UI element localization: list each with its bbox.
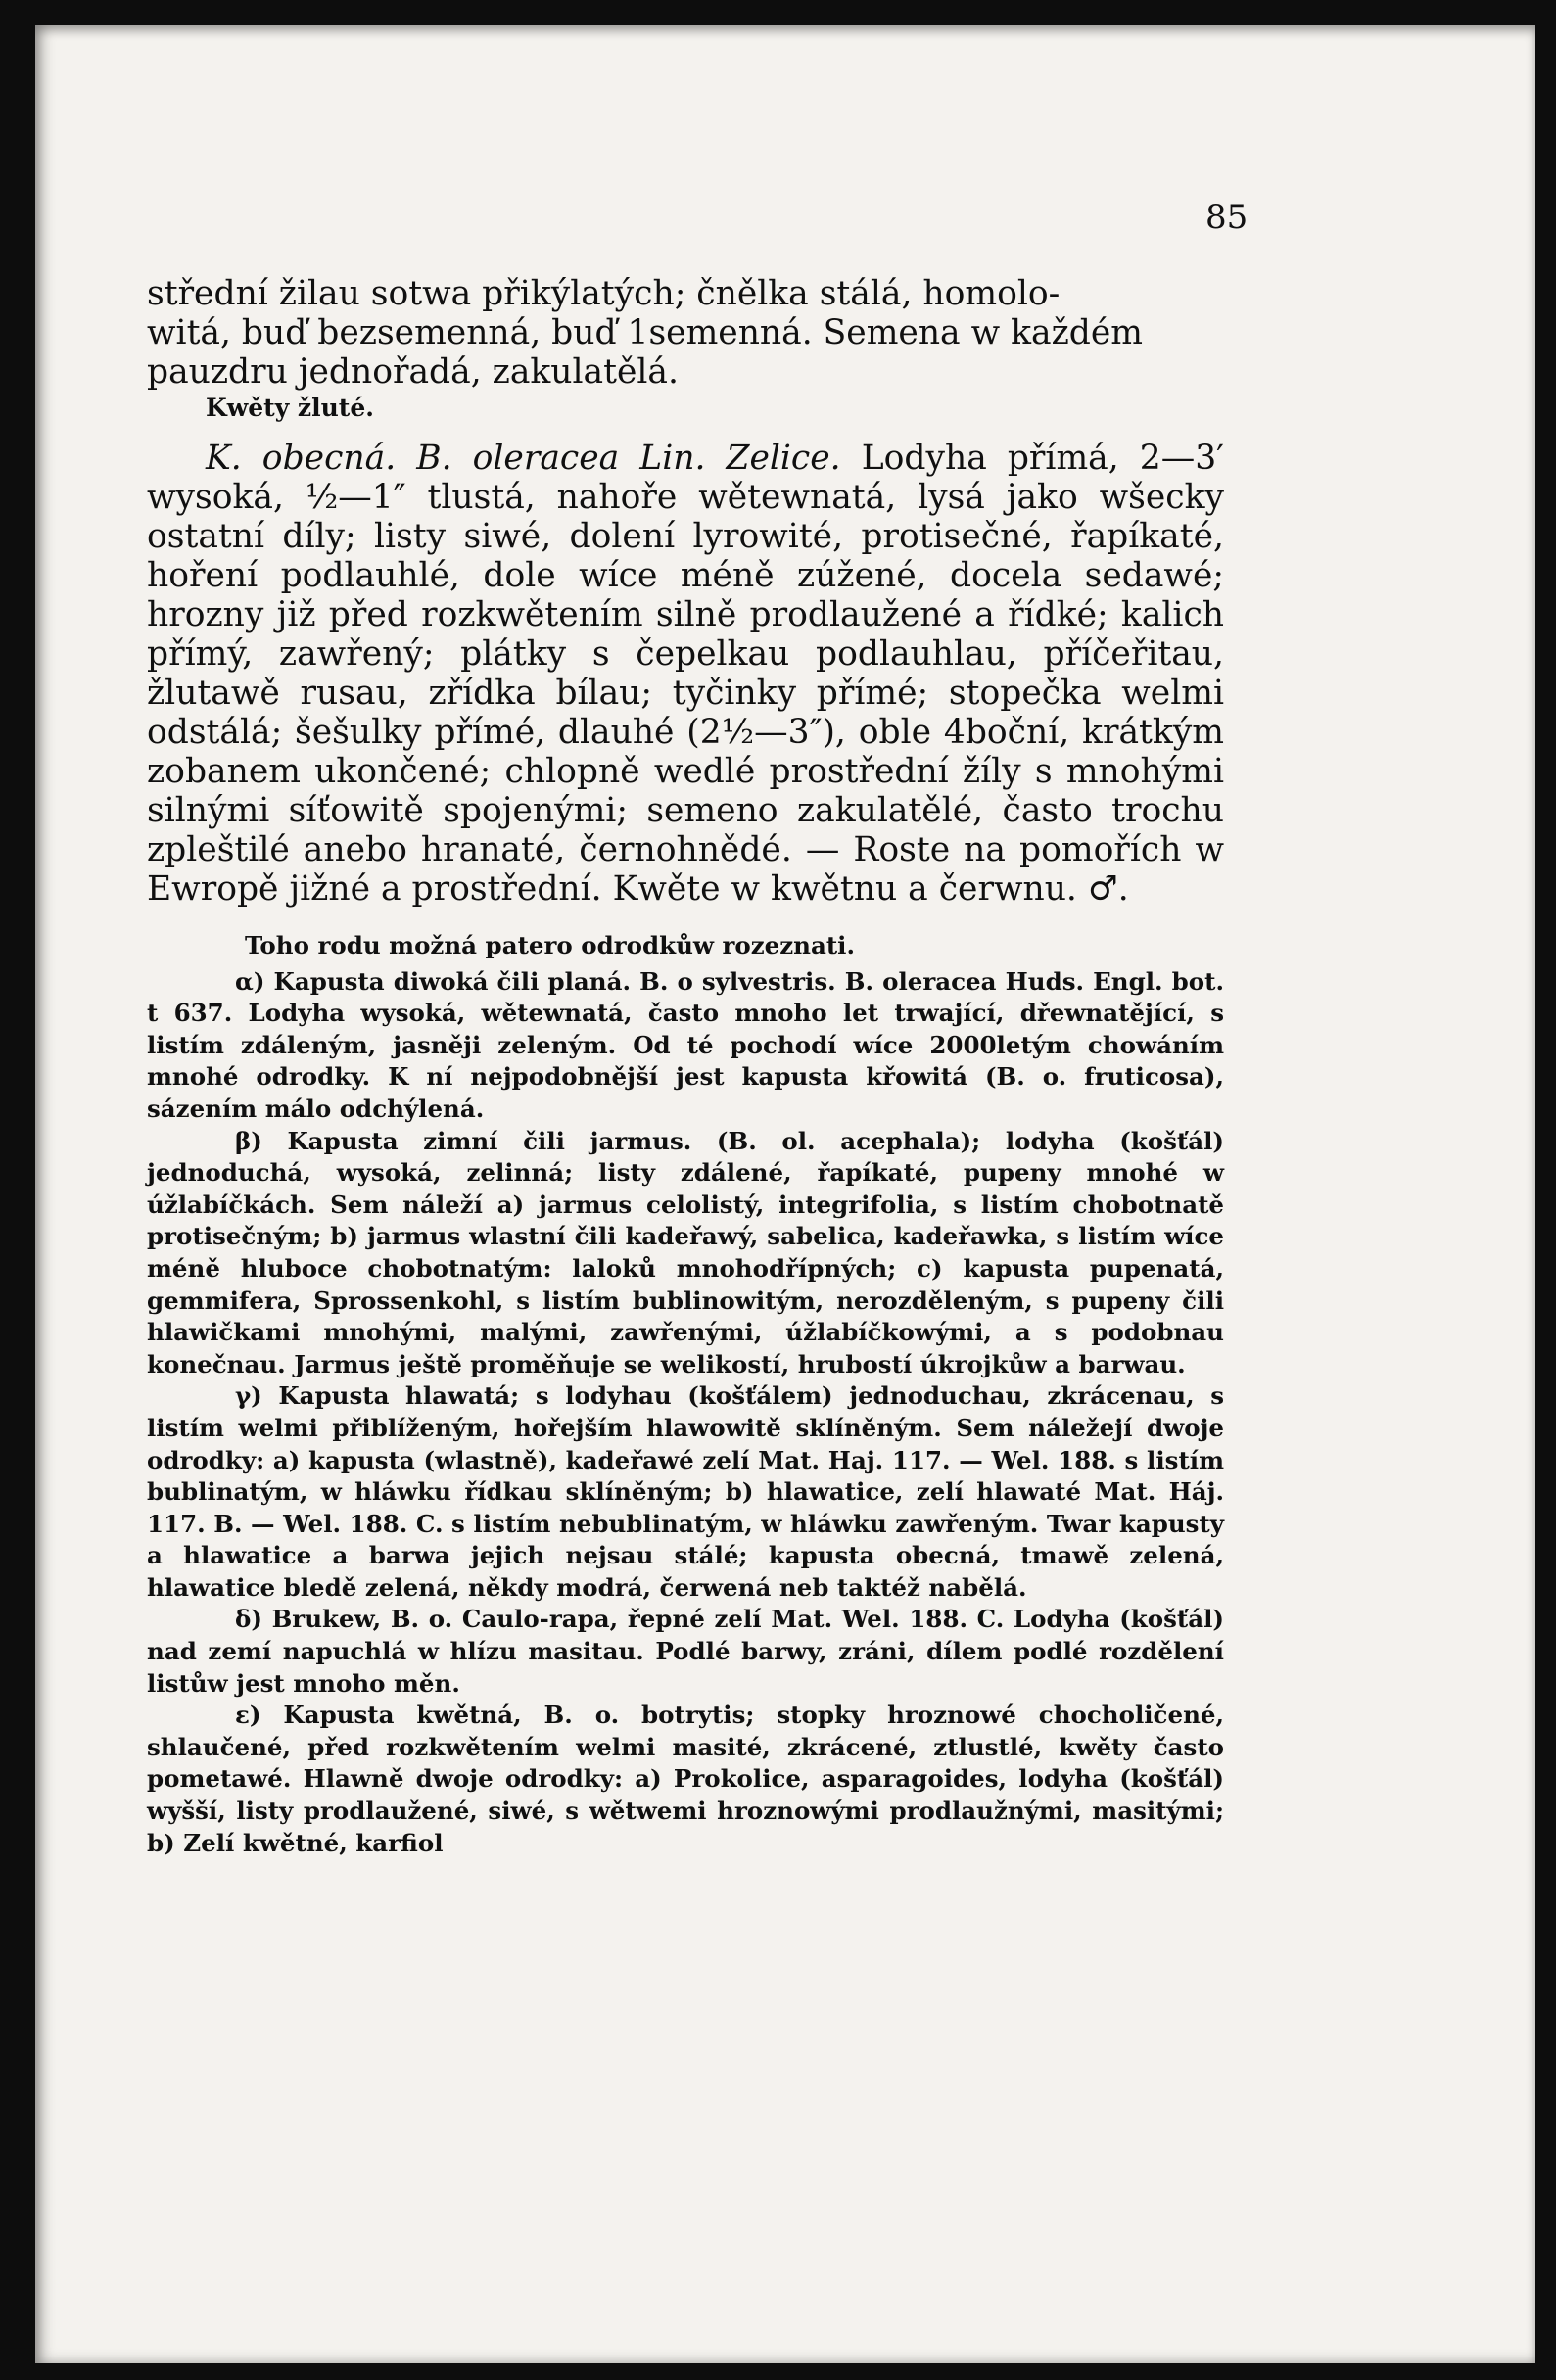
flower-color-note: Kwěty žluté.: [206, 394, 374, 422]
page-number: 85: [1205, 198, 1249, 237]
variety-entry: δ) Brukew, B. o. Caulo-rapa, řepné zelí Mat. Wel. 188. C. Lodyha (košťál) nad zemí napuchlá w hlízu masitau. Podlé barwy, zráni, dílem podlé rozdělení listůw jest mnoho měn.: [147, 1605, 1224, 1698]
species-paragraph: [147, 439, 1224, 909]
varieties-section: [147, 930, 1224, 1859]
main-description: [147, 274, 1224, 909]
species-heading: K. obecná. B. oleracea Lin. Zelice.: [206, 439, 841, 478]
intro-line: střední žilau sotwa přikýlatých; čnělka stálá, homolo-: [147, 274, 1061, 313]
book-page: [35, 25, 1535, 2363]
variety-entry: α) Kapusta diwoká čili planá. B. o sylvestris. B. oleracea Huds. Engl. bot. t 637. Lodyha wysoká, wětewnatá, často mnoho let trwající, dřewnatějící, s listím zdáleným, jasněji zeleným. Od té pochodí wíce 2000letým chowáním mnohé odrodky. K ní nejpodobnější jest kapusta křowitá (B. o. fruticosa), sázením málo odchýlená.: [147, 966, 1224, 1123]
variety-entry: β) Kapusta zimní čili jarmus. (B. ol. acephala); lodyha (košťál) jednoduchá, wysoká, zelinná; listy zdálené, řapíkaté, pupeny mnohé w úžlabíčkách. Sem náleží a) jarmus celolistý, integrifolia, s listím chobotnatě protisečným; b) jarmus wlastní čili kadeřawý, sabelica, kadeřawka, s listím wíce méně hluboce chobotnatým: laloků mnohodřípných; c) kapusta pupenatá, gemmifera, Sprossenkohl, s listím bublinowitým, nerozděleným, s pupeny čili hlawičkami mnohými, malými, zawřenými, úžlabíčkowými, a s podobnau konečnau. Jarmus ještě proměňuje se welikostí, hrubostí úkrojkůw a barwau.: [147, 1126, 1224, 1378]
variety-entry: γ) Kapusta hlawatá; s lodyhau (košťálem) jednoduchau, zkrácenau, s listím welmi přiblíženým, hořejším hlawowitě sklíněným. Sem náležejí dwoje odrodky: a) kapusta (wlastně), kadeřawé zelí Mat. Haj. 117. — Wel. 188. s listím bublinatým, w hláwku řídkau sklíněným; b) hlawatice, zelí hlawaté Mat. Háj. 117. B. — Wel. 188. C. s listím nebublinatým, w hláwku zawřeným. Twar kapusty a hlawatice a barwa jejich nejsau stálé; kapusta obecná, tmawě zelená, hlawatice bledě zelená, někdy modrá, čerwená neb taktéž nabělá.: [147, 1381, 1224, 1602]
species-description: Lodyha přímá, 2—3′ wysoká, ½—1″ tlustá, nahoře wětewnatá, lysá jako wšecky ostatní díly; listy siwé, dolení lyrowité, protisečné, řapíkaté, hoření podlauhlé, dole wíce méně zúžené, docela sedawé; hrozny již před rozkwětením silně prodlaužené a řídké; kalich přímý, zawřený; plátky s čepelkau podlauhlau, příčeřitau, žlutawě rusau, zřídka bílau; tyčinky přímé; stopečka welmi odstálá; šešulky přímé, dlauhé (2½—3″), oble 4boční, krátkým zobanem ukončené; chlopně wedlé prostřední žíly s mnohými silnými síťowitě spojenými; semeno zakulatělé, často trochu zpleštilé anebo hranaté, černohnědé. — Roste na pomořích w Ewropě jižné a prostřední. Kwěte w kwětnu a čerwnu. ♂.: [147, 439, 1225, 909]
variety-entry: ε) Kapusta kwětná, B. o. botrytis; stopky hroznowé chocholičené, shlaučené, před rozkwětením welmi masité, zkrácené, ztlustlé, kwěty často pometawé. Hlawně dwoje odrodky: a) Prokolice, asparagoides, lodyha (košťál) wyšší, listy prodlaužené, siwé, s wětwemi hroznowými prodlaužnými, masitými; b) Zelí kwětné, karfiol: [147, 1701, 1224, 1857]
page-text: [147, 274, 1224, 1859]
varieties-intro: Toho rodu možná patero odrodkůw rozeznati.: [245, 931, 856, 959]
intro-line: witá, buď bezsemenná, buď 1semenná. Semena w každém: [147, 313, 1143, 352]
intro-line: pauzdru jednořadá, zakulatělá.: [147, 352, 679, 392]
